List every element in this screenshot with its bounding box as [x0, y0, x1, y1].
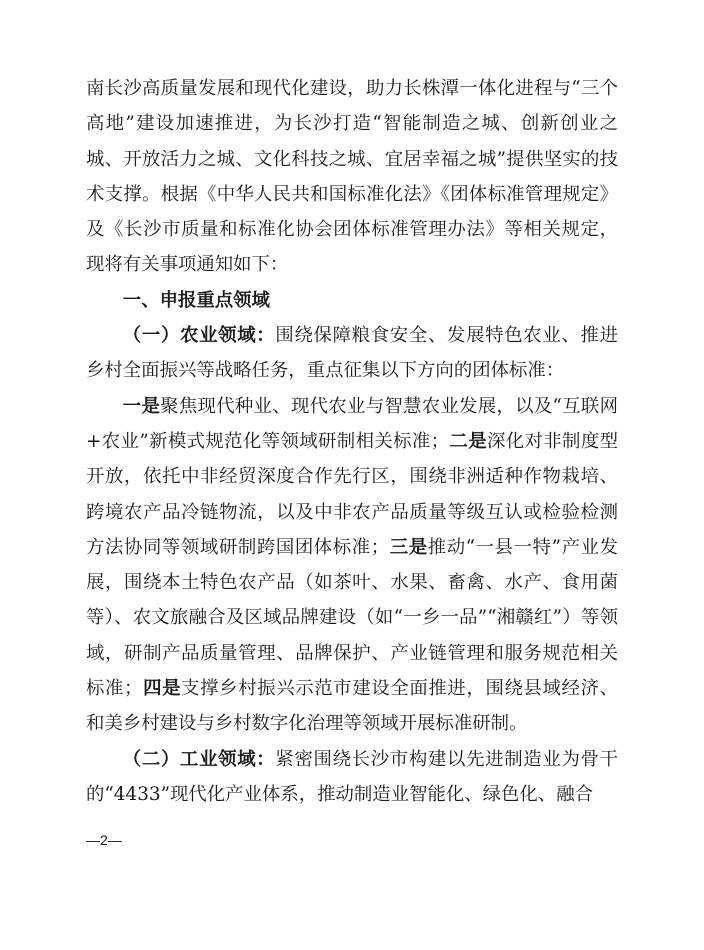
agriculture-paragraph [86, 318, 618, 389]
agriculture-text: 围绕保障粮食安全、发展特色农业、推进乡村全面振兴等战略任务，重点征集以下方向的团体标准： [86, 325, 618, 382]
item-3-text: 推动“一县一特”产业发展，围绕本土特色农产品（如茶叶、水果、畜禽、水产、食用菌等）、农文旅融合及区域品牌建设（如“一乡一品”“湘赣红”）等领域，研制产品质量管理、品牌保护、产业链管理和服务规范相关标准； [86, 536, 618, 700]
section-heading: 一、申报重点领域 [122, 289, 270, 311]
industry-text: 紧密围绕长沙市构建以先进制造业为骨干的“4433”现代化产业体系，推动制造业智能化、绿色化、融合 [86, 748, 618, 805]
item-3-label: 三是 [389, 536, 428, 558]
intro-paragraph: 南长沙高质量发展和现代化建设，助力长株潭一体化进程与“三个高地”建设加速推进，为长沙打造“智能制造之城、创新创业之城、开放活力之城、文化科技之城、宜居幸福之城”提供坚实的技术支撑。根据《中华人民共和国标准化法》《团体标准管理规定》及《长沙市质量和标准化协会团体标准管理办法》等相关规定，现将有关事项通知如下： [86, 78, 618, 276]
item-1-label: 一是 [122, 395, 161, 417]
industry-paragraph [86, 742, 618, 813]
industry-label: （二）工业领域： [122, 748, 276, 770]
document-body [86, 71, 618, 812]
item-4-label: 四是 [142, 678, 182, 700]
agriculture-label: （一）农业领域： [122, 325, 276, 347]
item-2-text: 深化对非制度型开放，依托中非经贸深度合作先行区，围绕非洲适种作物栽培、跨境农产品冷链物流，以及中非农产品质量等级互认或检验检测方法协同等领域研制跨国团体标准； [86, 430, 618, 558]
agriculture-items-paragraph [86, 389, 618, 742]
item-1-text: 聚焦现代种业、现代农业与智慧农业发展，以及“互联网+农业”新模式规范化等领域研制相关标准； [86, 395, 618, 452]
page-number: —2— [86, 832, 122, 848]
item-4-text: 支撑乡村振兴示范市建设全面推进，围绕县域经济、和美乡村建设与乡村数字化治理等领域开展标准研制。 [86, 678, 618, 735]
item-2-label: 二是 [449, 430, 487, 452]
